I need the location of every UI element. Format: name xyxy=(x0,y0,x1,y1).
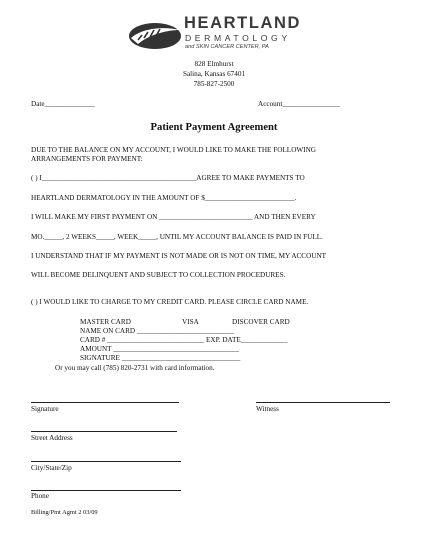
address-city: Salina, Kansas 67401 xyxy=(182,70,246,78)
card-signature-field[interactable]: SIGNATURE _________________________________ xyxy=(80,354,241,362)
page-title: Patient Payment Agreement xyxy=(150,122,278,133)
phone-label: Phone xyxy=(31,492,49,500)
understanding-line: I UNDERSTAND THAT IF MY PAYMENT IS NOT MADE OR IS NOT ON TIME, MY ACCOUNT xyxy=(31,252,327,260)
payment-amount-line[interactable]: HEARTLAND DERMATOLOGY IN THE AMOUNT OF $_________________________. xyxy=(31,194,297,202)
account-field[interactable]: Account________________ xyxy=(258,100,340,108)
call-note: Or you may call (785) 820-2731 with card information. xyxy=(55,364,215,372)
name-on-card-field[interactable]: NAME ON CARD ___________________________ xyxy=(80,327,234,335)
address-street: 828 Elmhurst xyxy=(194,60,234,68)
card-number-field[interactable]: CARD # ___________________________ EXP. DATE_____________ xyxy=(80,336,288,344)
credit-card-checkbox-line[interactable]: ( ) I WOULD LIKE TO CHARGE TO MY CREDIT CARD. PLEASE CIRCLE CARD NAME. xyxy=(31,298,309,306)
logo xyxy=(128,14,308,56)
brand-subtitle: DERMATOLOGY xyxy=(185,33,291,43)
card-option-discover[interactable]: DISCOVER CARD xyxy=(232,318,290,326)
payment-frequency-line[interactable]: MO._____, 2 WEEKS_____, WEEK_____, UNTIL MY ACCOUNT BALANCE IS PAID IN FULL. xyxy=(31,233,323,241)
city-state-zip-line[interactable] xyxy=(31,461,181,462)
signature-line[interactable] xyxy=(31,402,179,403)
brand-tagline: and SKIN CANCER CENTER, PA xyxy=(185,44,269,50)
amount-field[interactable]: AMOUNT ___________________________________ xyxy=(80,345,239,353)
witness-label: Witness xyxy=(256,405,279,413)
intro-line-1: DUE TO THE BALANCE ON MY ACCOUNT, I WOULD LIKE TO MAKE THE FOLLOWING xyxy=(31,146,316,154)
card-option-mastercard[interactable]: MASTER CARD xyxy=(80,318,131,326)
first-payment-line[interactable]: I WILL MAKE MY FIRST PAYMENT ON __________________________ AND THEN EVERY xyxy=(31,213,316,221)
logo-swoosh-icon xyxy=(128,16,182,56)
city-state-zip-label: City/State/Zip xyxy=(31,464,72,472)
payment-plan-checkbox-line[interactable]: ( ) I___________________________________________AGREE TO MAKE PAYMENTS TO xyxy=(31,174,305,182)
form-code: Billing/Pmt Agmt 2 03/09 xyxy=(31,509,98,516)
signature-label: Signature xyxy=(31,405,59,413)
phone-line[interactable] xyxy=(31,490,181,491)
street-address-line[interactable] xyxy=(31,431,177,432)
address-phone: 785-827-2500 xyxy=(193,80,235,88)
delinquency-line: WILL BECOME DELINQUENT AND SUBJECT TO COLLECTION PROCEDURES. xyxy=(31,271,286,279)
card-option-visa[interactable]: VISA xyxy=(182,318,199,326)
street-address-label: Street Address xyxy=(31,434,73,442)
intro-line-2: ARRANGEMENTS FOR PAYMENT: xyxy=(31,155,143,163)
date-field[interactable]: Date______________ xyxy=(31,100,95,108)
brand-name: HEARTLAND xyxy=(184,14,302,32)
witness-line[interactable] xyxy=(256,402,390,403)
